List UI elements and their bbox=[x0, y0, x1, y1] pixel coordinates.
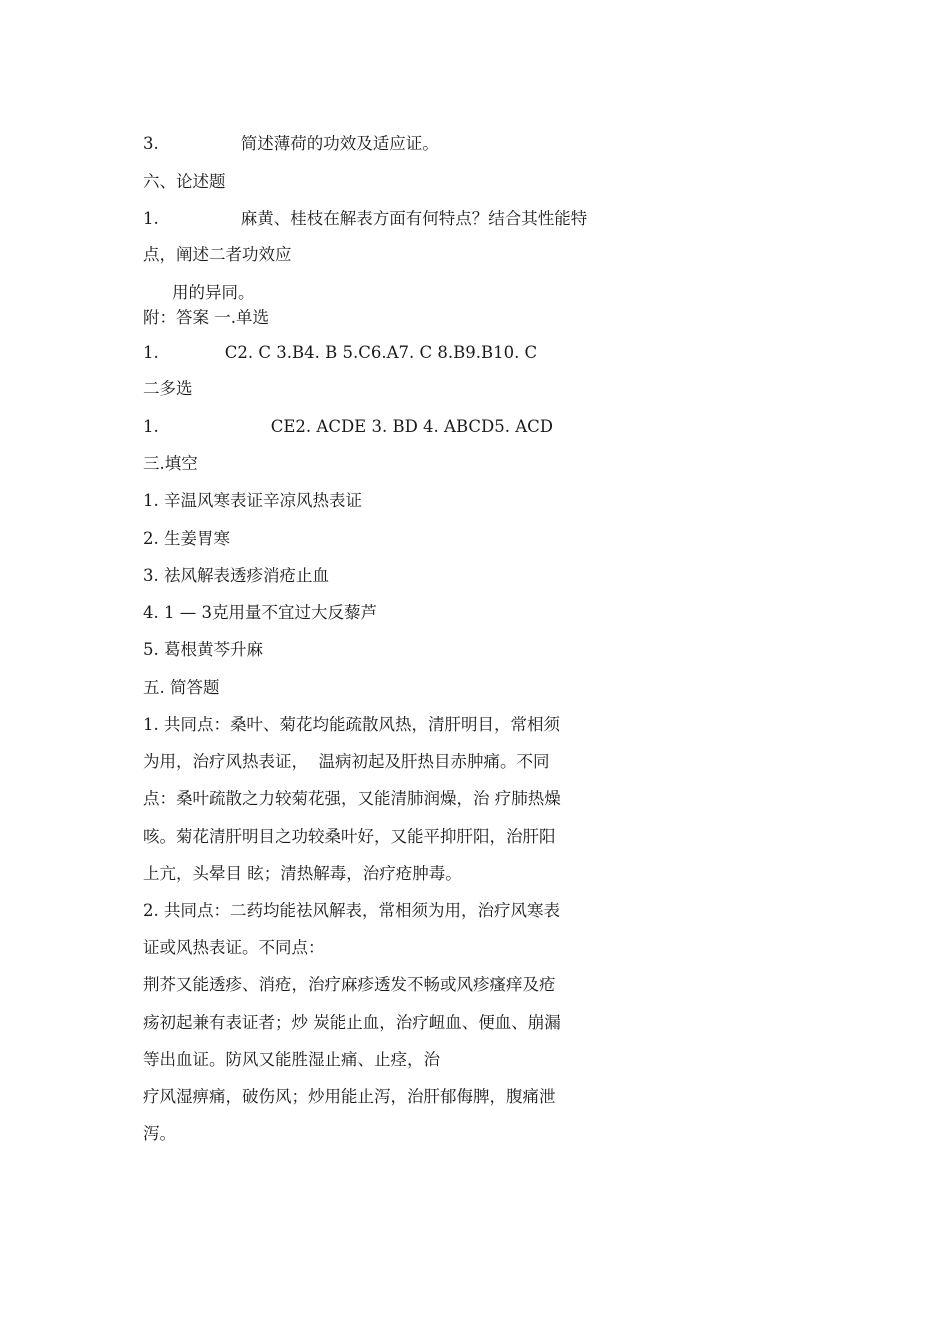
single-choice-number: 1. bbox=[143, 343, 159, 362]
short-answer-2-line: 疗风湿痹痛，破伤风；炒用能止泻，治肝郁侮脾，腹痛泄 bbox=[143, 1087, 556, 1106]
short-answer-1-line: 为用，治疗风热表证， 温病初起及肝热目赤肿痛。不同 bbox=[143, 752, 550, 771]
multi-choice-answers bbox=[143, 416, 553, 438]
short-answer-2-line: 等出血证。防风又能胜湿止痛、止痉，治 bbox=[143, 1050, 440, 1069]
essay-1-line-1 bbox=[143, 208, 587, 230]
essay-1-line-3: 用的异同。 bbox=[172, 283, 255, 302]
short-answer-1-line: 1. 共同点：桑叶、菊花均能疏散风热，清肝明目，常相须 bbox=[143, 715, 560, 734]
fill-blank-item: 5. 葛根黄芩升麻 bbox=[143, 640, 263, 659]
section-6-title: 六、论述题 bbox=[143, 172, 226, 191]
multi-choice-title: 二多选 bbox=[143, 379, 193, 398]
short-answer-2-line: 2. 共同点：二药均能祛风解表，常相须为用，治疗风寒表 bbox=[143, 901, 560, 920]
single-choice-text: C2. C 3.B4. B 5.C6.A7. C 8.B9.B10. C bbox=[224, 343, 538, 362]
short-answer-2-line: 疡初起兼有表证者；炒 炭能止血，治疗衄血、便血、崩漏 bbox=[143, 1013, 561, 1032]
fill-blank-item: 3. 祛风解表透疹消疮止血 bbox=[143, 566, 329, 585]
short-answer-2-line: 荆芥又能透疹、消疮，治疗麻疹透发不畅或风疹瘙痒及疮 bbox=[143, 975, 556, 994]
fill-blank-item: 4. 1 — 3克用量不宜过大反藜芦 bbox=[143, 603, 377, 622]
fill-blank-item: 2. 生姜胃寒 bbox=[143, 529, 230, 548]
question-3-text: 简述薄荷的功效及适应证。 bbox=[240, 134, 439, 153]
multi-choice-text: CE2. ACDE 3. BD 4. ABCD5. ACD bbox=[270, 417, 553, 436]
short-answer-1-line: 点：桑叶疏散之力较菊花强，又能清肺润燥，治 疗肺热燥 bbox=[143, 789, 561, 808]
question-3-number: 3. bbox=[143, 134, 159, 153]
short-answer-1-line: 咳。菊花清肝明目之功较桑叶好，又能平抑肝阳，治肝阳 bbox=[143, 827, 556, 846]
fill-blank-item: 1. 辛温风寒表证辛凉风热表证 bbox=[143, 491, 362, 510]
short-answer-title: 五. 简答题 bbox=[143, 678, 220, 697]
question-3 bbox=[143, 133, 439, 155]
single-choice-answers bbox=[143, 342, 537, 364]
essay-1-number: 1. bbox=[143, 209, 159, 228]
short-answer-2-line: 泻。 bbox=[143, 1124, 176, 1143]
multi-choice-number: 1. bbox=[143, 417, 159, 436]
answers-header: 附：答案 一.单选 bbox=[143, 308, 269, 327]
essay-1-line-2: 点，阐述二者功效应 bbox=[143, 245, 292, 264]
essay-1-text: 麻黄、桂枝在解表方面有何特点？结合其性能特 bbox=[240, 209, 588, 228]
short-answer-2-line: 证或风热表证。不同点： bbox=[143, 938, 325, 957]
fill-blank-title: 三.填空 bbox=[143, 454, 198, 473]
short-answer-1-line: 上亢，头晕目 眩；清热解毒，治疗疮肿毒。 bbox=[143, 864, 462, 883]
